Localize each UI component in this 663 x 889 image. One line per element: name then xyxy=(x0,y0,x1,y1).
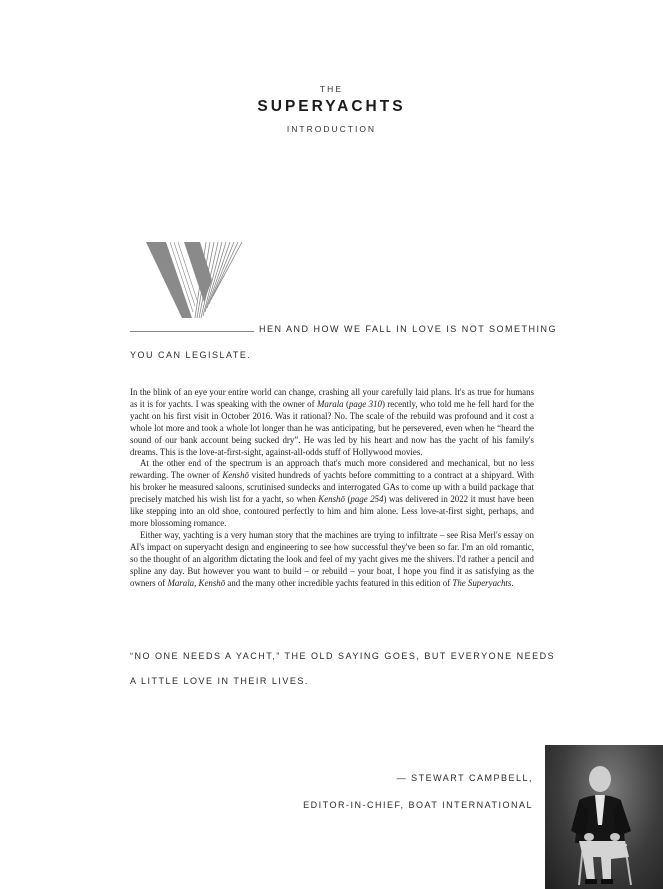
page-title: SUPERYACHTS xyxy=(257,98,406,115)
lead-line-2: YOU CAN LEGISLATE. xyxy=(130,350,252,360)
body-paragraph-1: In the blink of an eye your entire world can change, crashing all your carefully laid plans. It's as true for humans as it is for yachts. I was speaking with the owner of Marala (page 310) recently, who told me he fell hard for the yacht on his first visit in October 2016. Was it rational? No. The scale of the rebuild was profound and it cost a whole lot more and took a whole lot longer than he was anticipating, but he persevered, even when he “heard the sound of our bank account being sucked dry”. He was led by his heart and now has the yacht of his family's dreams. This is the love-at-first-sight, against-all-odds stuff of Hollywood movies. xyxy=(130,387,534,457)
header-kicker: THE xyxy=(319,84,344,94)
lead-line-1: HEN AND HOW WE FALL IN LOVE IS NOT SOMETHING xyxy=(259,324,558,334)
lead-rule-divider xyxy=(130,331,254,332)
section-subtitle: INTRODUCTION xyxy=(286,124,377,134)
signature-name: — STEWART CAMPBELL, xyxy=(396,773,533,783)
pull-quote-line-2: A LITTLE LOVE IN THEIR LIVES. xyxy=(130,676,309,686)
body-paragraph-2: At the other end of the spectrum is an approach that's much more considered and mechanical, but no less rewarding. The owner of Kenshō visited hundreds of yachts before committing to a contract at a shipyard. With his broker he measured saloons, scrutinised sundecks and interrogated GAs to come up with a build package that precisely matched his wish list for a yacht, so when Kenshō (page 254) was delivered in 2022 it must have been like stepping into an old shoe, contoured perfectly to him and him alone. Less love-at-first sight, perhaps, and more blossoming romance. xyxy=(130,458,534,528)
signature-role: EDITOR-IN-CHIEF, BOAT INTERNATIONAL xyxy=(303,800,533,810)
pull-quote-line-1: “NO ONE NEEDS A YACHT,” THE OLD SAYING GOES, BUT EVERYONE NEEDS xyxy=(130,651,556,661)
body-copy xyxy=(130,387,534,589)
body-paragraph-3: Either way, yachting is a very human story that the machines are trying to infiltrate – see Risa Merl's essay on AI's impact on superyacht design and engineering to see how successful they've been so far. I'm an old romantic, so the thought of an algorithm dictating the look and feel of my yacht gives me the shivers. I'd rather a pencil and spline any day. But however you want to build – or rebuild – your boat, I hope you find it as satisfying as the owners of Marala, Kenshō and the many other incredible yachts featured in this edition of The Superyachts. xyxy=(130,529,534,588)
portrait-figure-graphic xyxy=(545,745,663,889)
editor-portrait-photo xyxy=(545,745,663,889)
dropcap-w-graphic xyxy=(146,242,242,320)
